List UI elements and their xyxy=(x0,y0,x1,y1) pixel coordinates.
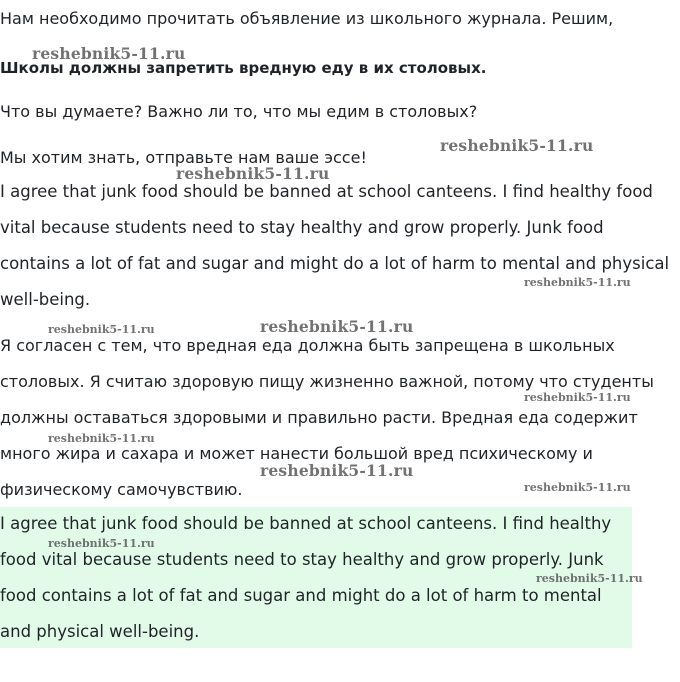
watermark: reshebnik5-11.ru xyxy=(524,481,631,494)
watermark: reshebnik5-11.ru xyxy=(176,164,330,183)
announcement-heading: Школы должны запретить вредную еду в их столовых. xyxy=(0,59,487,77)
watermark: reshebnik5-11.ru xyxy=(524,276,631,289)
essay-ru-line-2: столовых. Я считаю здоровую пищу жизненно важной, потому что студенты xyxy=(0,372,654,391)
answer-line-4: and physical well-being. xyxy=(0,622,200,641)
essay-en-line-4: well-being. xyxy=(0,290,91,309)
watermark: reshebnik5-11.ru xyxy=(524,391,631,404)
answer-line-2: food vital because students need to stay healthy and grow properly. Junk xyxy=(0,550,604,569)
intro-question: Что вы думаете? Важно ли то, что мы едим в столовых? xyxy=(0,102,478,121)
essay-ru-line-1: Я согласен с тем, что вредная еда должна быть запрещена в школьных xyxy=(0,336,615,355)
answer-line-3: food contains a lot of fat and sugar and might do a lot of harm to mental xyxy=(0,586,602,605)
essay-en-line-3: contains a lot of fat and sugar and might do a lot of harm to mental and physical xyxy=(0,254,670,273)
watermark: reshebnik5-11.ru xyxy=(260,317,414,336)
watermark: reshebnik5-11.ru xyxy=(48,432,155,445)
watermark: reshebnik5-11.ru xyxy=(32,44,186,63)
watermark: reshebnik5-11.ru xyxy=(48,537,155,550)
essay-ru-line-5: физическому самочувствию. xyxy=(0,480,243,499)
essay-en-line-2: vital because students need to stay healthy and grow properly. Junk food xyxy=(0,218,604,237)
watermark: reshebnik5-11.ru xyxy=(536,572,643,585)
essay-en-line-1: I agree that junk food should be banned at school canteens. I find healthy food xyxy=(0,182,653,201)
intro-line-1: Нам необходимо прочитать объявление из школьного журнала. Решим, xyxy=(0,9,614,28)
essay-ru-line-3: должны оставаться здоровыми и правильно расти. Вредная еда содержит xyxy=(0,408,638,427)
watermark: reshebnik5-11.ru xyxy=(260,461,414,480)
intro-request: Мы хотим знать, отправьте нам ваше эссе! xyxy=(0,148,367,167)
watermark: reshebnik5-11.ru xyxy=(48,323,155,336)
watermark: reshebnik5-11.ru xyxy=(440,136,594,155)
answer-line-1: I agree that junk food should be banned at school canteens. I find healthy xyxy=(0,514,612,533)
essay-ru-line-4: много жира и сахара и может нанести большой вред психическому и xyxy=(0,444,593,463)
